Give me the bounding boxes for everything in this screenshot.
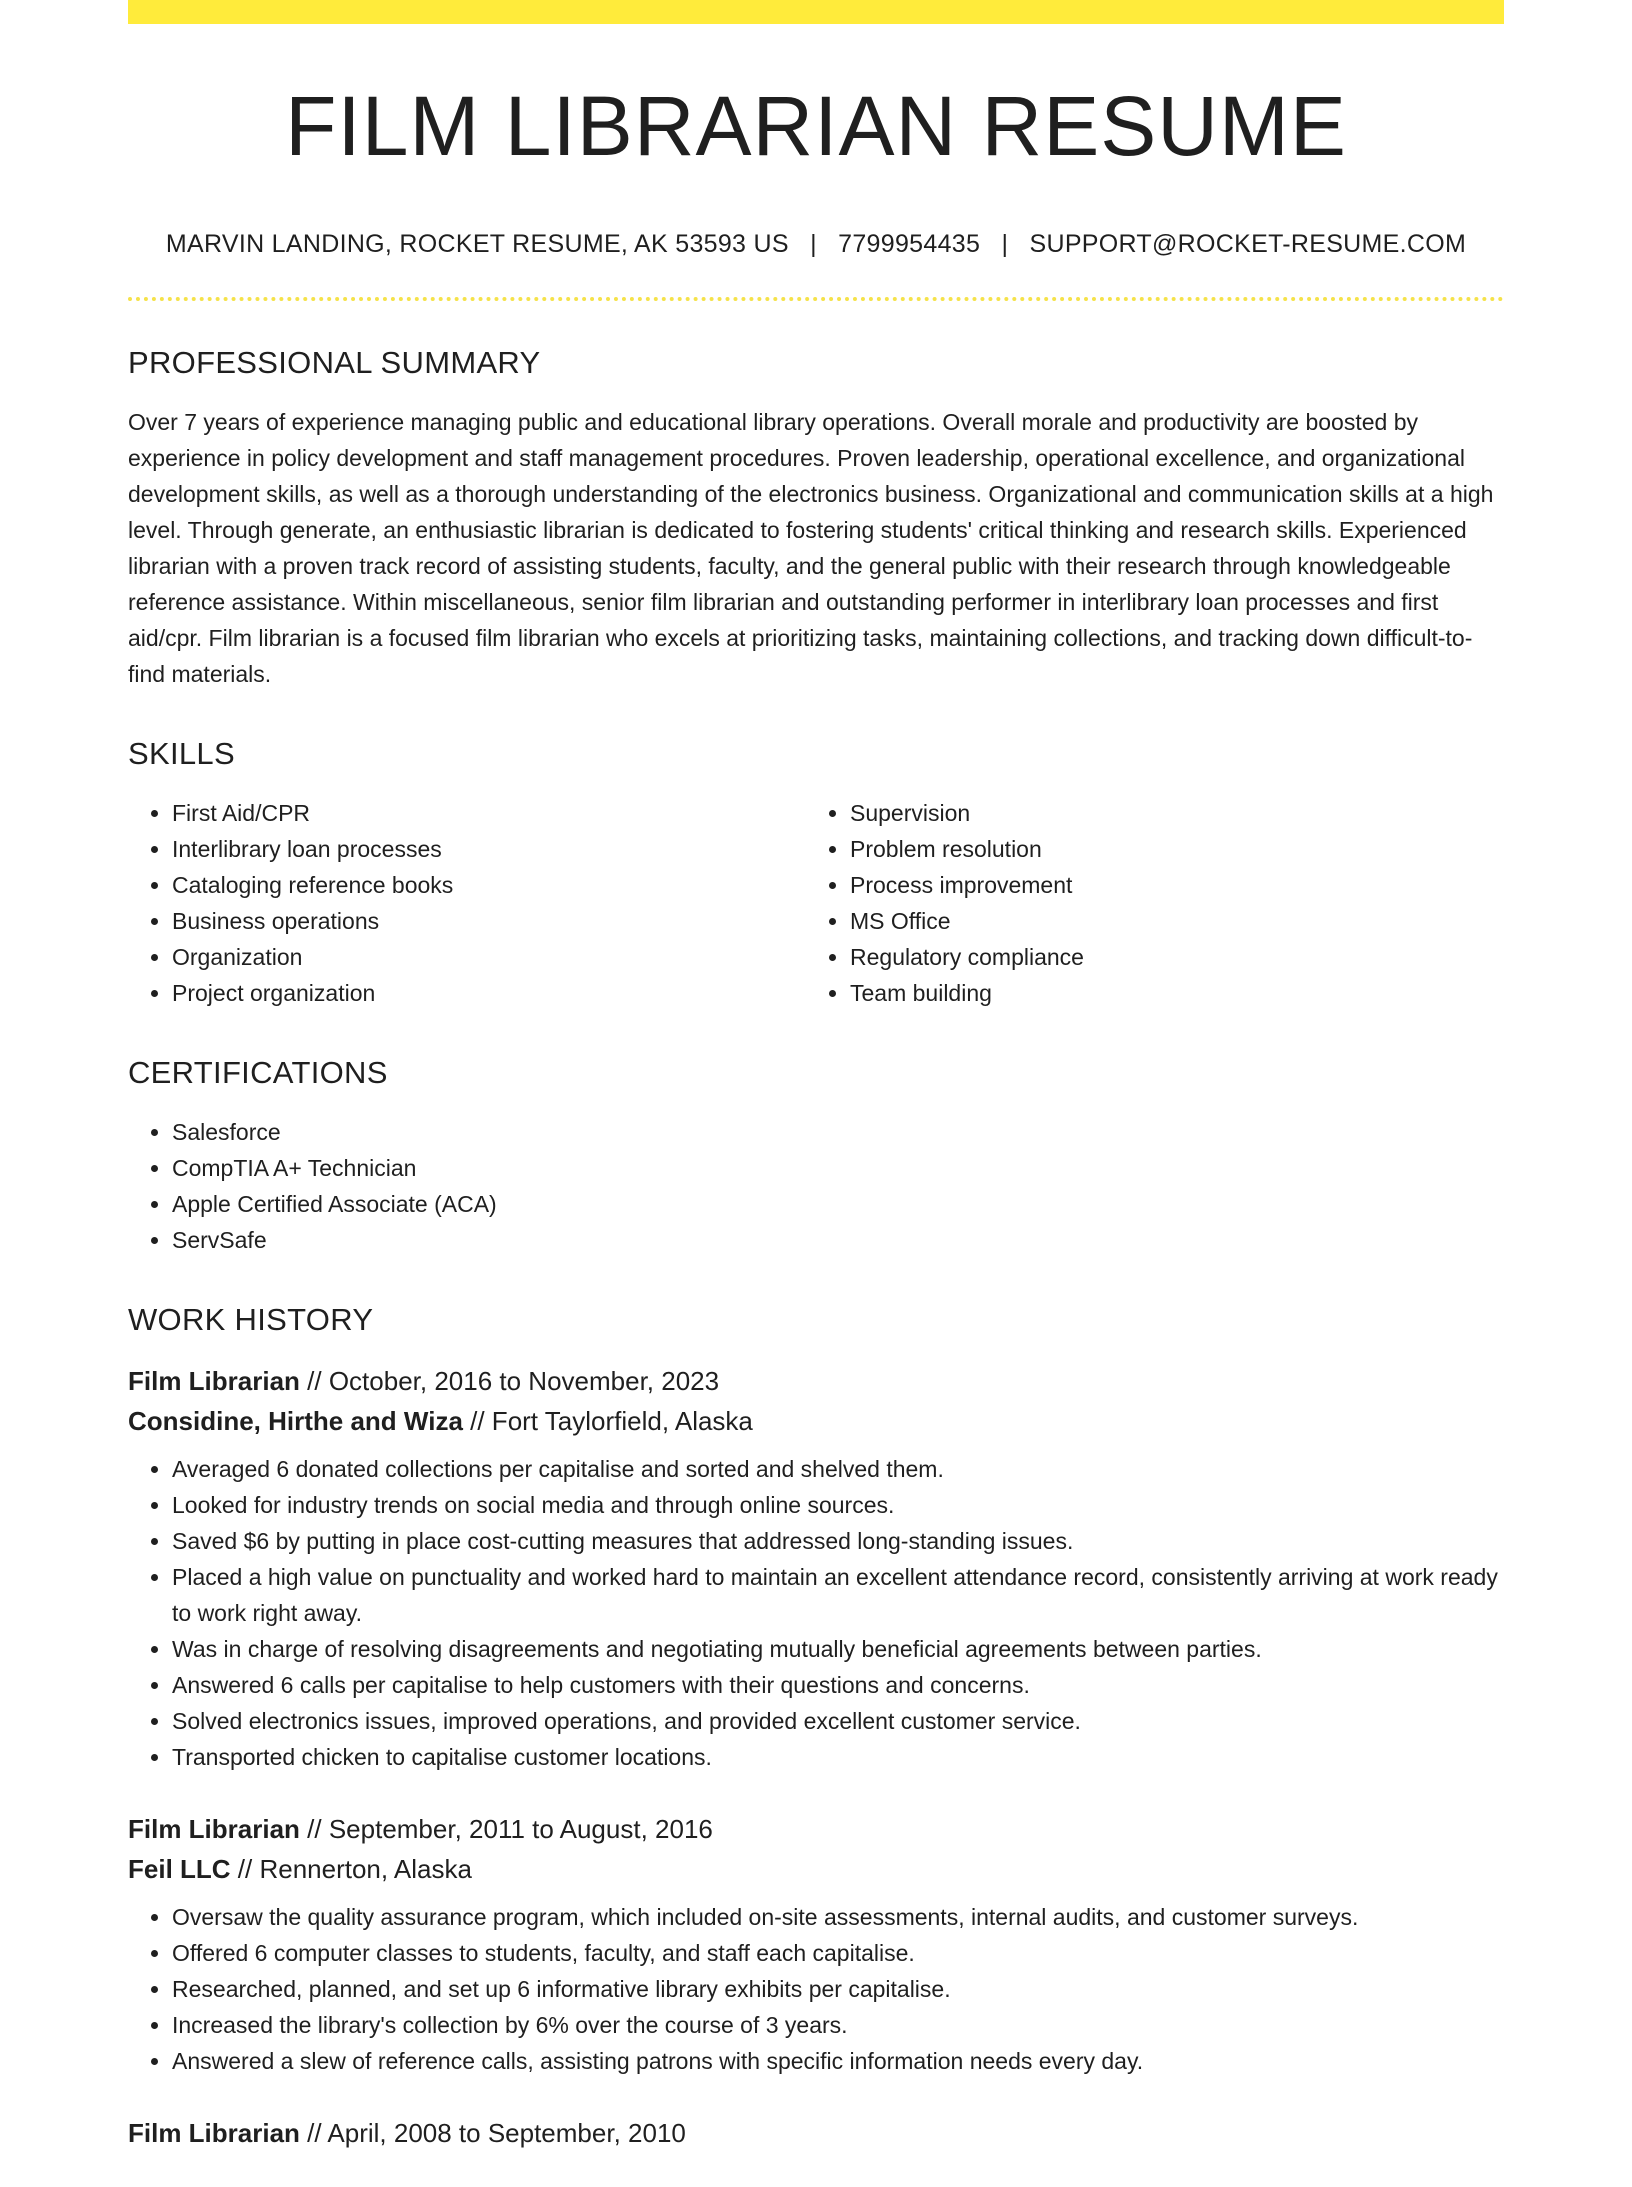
job-dates: // October, 2016 to November, 2023 xyxy=(307,1366,720,1396)
skill-item: • Team building xyxy=(850,975,1484,1011)
job-bullets xyxy=(128,1899,1504,2079)
job-dates: // April, 2008 to September, 2010 xyxy=(307,2118,686,2148)
job-company: Feil LLC xyxy=(128,1854,231,1884)
contact-separator: | xyxy=(1001,230,1009,258)
accent-bar xyxy=(128,0,1504,24)
skill-item: • Cataloging reference books xyxy=(172,867,806,903)
job-bullet: • Solved electronics issues, improved operations, and provided excellent customer service. xyxy=(172,1703,1504,1739)
dotted-divider xyxy=(128,297,1504,301)
job-bullet: • Averaged 6 donated collections per capitalise and sorted and shelved them. xyxy=(172,1451,1504,1487)
job-location: // Fort Taylorfield, Alaska xyxy=(470,1406,753,1436)
job-bullet: • Answered a slew of reference calls, assisting patrons with specific information needs every day. xyxy=(172,2043,1504,2079)
job-bullet: • Researched, planned, and set up 6 informative library exhibits per capitalise. xyxy=(172,1971,1504,2007)
resume-page xyxy=(128,0,1504,2187)
job-company-line xyxy=(128,1401,1504,1441)
skill-item: • Supervision xyxy=(850,795,1484,831)
certification-item: • Apple Certified Associate (ACA) xyxy=(172,1186,1504,1222)
certifications-list xyxy=(128,1114,1504,1258)
certification-item: • Salesforce xyxy=(172,1114,1504,1150)
contact-address: MARVIN LANDING, ROCKET RESUME, AK 53593 US xyxy=(165,230,789,258)
skill-item: • Interlibrary loan processes xyxy=(172,831,806,867)
skill-item: • Project organization xyxy=(172,975,806,1011)
job-dates: // September, 2011 to August, 2016 xyxy=(307,1814,713,1844)
contact-line xyxy=(128,230,1504,259)
job-bullet: • Was in charge of resolving disagreements and negotiating mutually beneficial agreements between parties. xyxy=(172,1631,1504,1667)
skill-item: • Organization xyxy=(172,939,806,975)
job-bullet: • Saved $6 by putting in place cost-cutting measures that addressed long-standing issues. xyxy=(172,1523,1504,1559)
contact-email: SUPPORT@ROCKET-RESUME.COM xyxy=(1029,230,1467,258)
job-bullet: • Placed a high value on punctuality and worked hard to maintain an excellent attendance record, consistently arriving at work ready to work right away. xyxy=(172,1559,1504,1631)
skill-item: • Regulatory compliance xyxy=(850,939,1484,975)
skills-list xyxy=(128,795,1504,1011)
summary-heading: PROFESSIONAL SUMMARY xyxy=(128,345,541,380)
certifications-heading: CERTIFICATIONS xyxy=(128,1055,388,1090)
skill-item: • Problem resolution xyxy=(850,831,1484,867)
skills-column-right xyxy=(806,795,1484,1011)
job-bullet: • Increased the library's collection by 6% over the course of 3 years. xyxy=(172,2007,1504,2043)
summary-text: Over 7 years of experience managing public and educational library operations. Overall morale and productivity are boosted by experience in policy development and staff management procedures. Proven leadership, operational excellence, and organizational development skills, as well as a thorough understanding of the electronics business. Organizational and communication skills at a high level. Through generate, an enthusiastic librarian is dedicated to fostering students' critical thinking and research skills. Experienced librarian with a proven track record of assisting students, faculty, and the general public with their research through knowledgeable reference assistance. Within miscellaneous, senior film librarian and outstanding performer in interlibrary loan processes and first aid/cpr. Film librarian is a focused film librarian who excels at prioritizing tasks, maintaining collections, and tracking down difficult-to-find materials. xyxy=(128,409,1494,687)
job-title: Film Librarian xyxy=(128,1814,300,1844)
work-history-heading: WORK HISTORY xyxy=(128,1302,374,1337)
job-entry xyxy=(128,2113,1504,2153)
certification-item: • ServSafe xyxy=(172,1222,1504,1258)
contact-phone: 7799954435 xyxy=(838,230,981,258)
skills-column-left xyxy=(128,795,806,1011)
job-bullet: • Transported chicken to capitalise customer locations. xyxy=(172,1739,1504,1775)
job-bullet: • Answered 6 calls per capitalise to help customers with their questions and concerns. xyxy=(172,1667,1504,1703)
job-location: // Rennerton, Alaska xyxy=(237,1854,472,1884)
job-bullets xyxy=(128,1451,1504,1775)
job-bullet: • Offered 6 computer classes to students, faculty, and staff each capitalise. xyxy=(172,1935,1504,1971)
skill-item: • Business operations xyxy=(172,903,806,939)
page-title: FILM LIBRARIAN RESUME xyxy=(285,79,1347,173)
job-company: Considine, Hirthe and Wiza xyxy=(128,1406,463,1436)
job-entry xyxy=(128,1809,1504,2079)
job-bullet: • Looked for industry trends on social media and through online sources. xyxy=(172,1487,1504,1523)
skill-item: • Process improvement xyxy=(850,867,1484,903)
job-title-line xyxy=(128,2113,1504,2153)
certification-item: • CompTIA A+ Technician xyxy=(172,1150,1504,1186)
contact-separator: | xyxy=(810,230,817,258)
job-title-line xyxy=(128,1809,1504,1849)
job-company-line xyxy=(128,1849,1504,1889)
skill-item: • First Aid/CPR xyxy=(172,795,806,831)
skills-heading: SKILLS xyxy=(128,736,235,771)
job-title: Film Librarian xyxy=(128,2118,300,2148)
job-title-line xyxy=(128,1361,1504,1401)
job-title: Film Librarian xyxy=(128,1366,300,1396)
skill-item: • MS Office xyxy=(850,903,1484,939)
job-bullet: • Oversaw the quality assurance program, which included on-site assessments, internal audits, and customer surveys. xyxy=(172,1899,1504,1935)
job-entry xyxy=(128,1361,1504,1775)
